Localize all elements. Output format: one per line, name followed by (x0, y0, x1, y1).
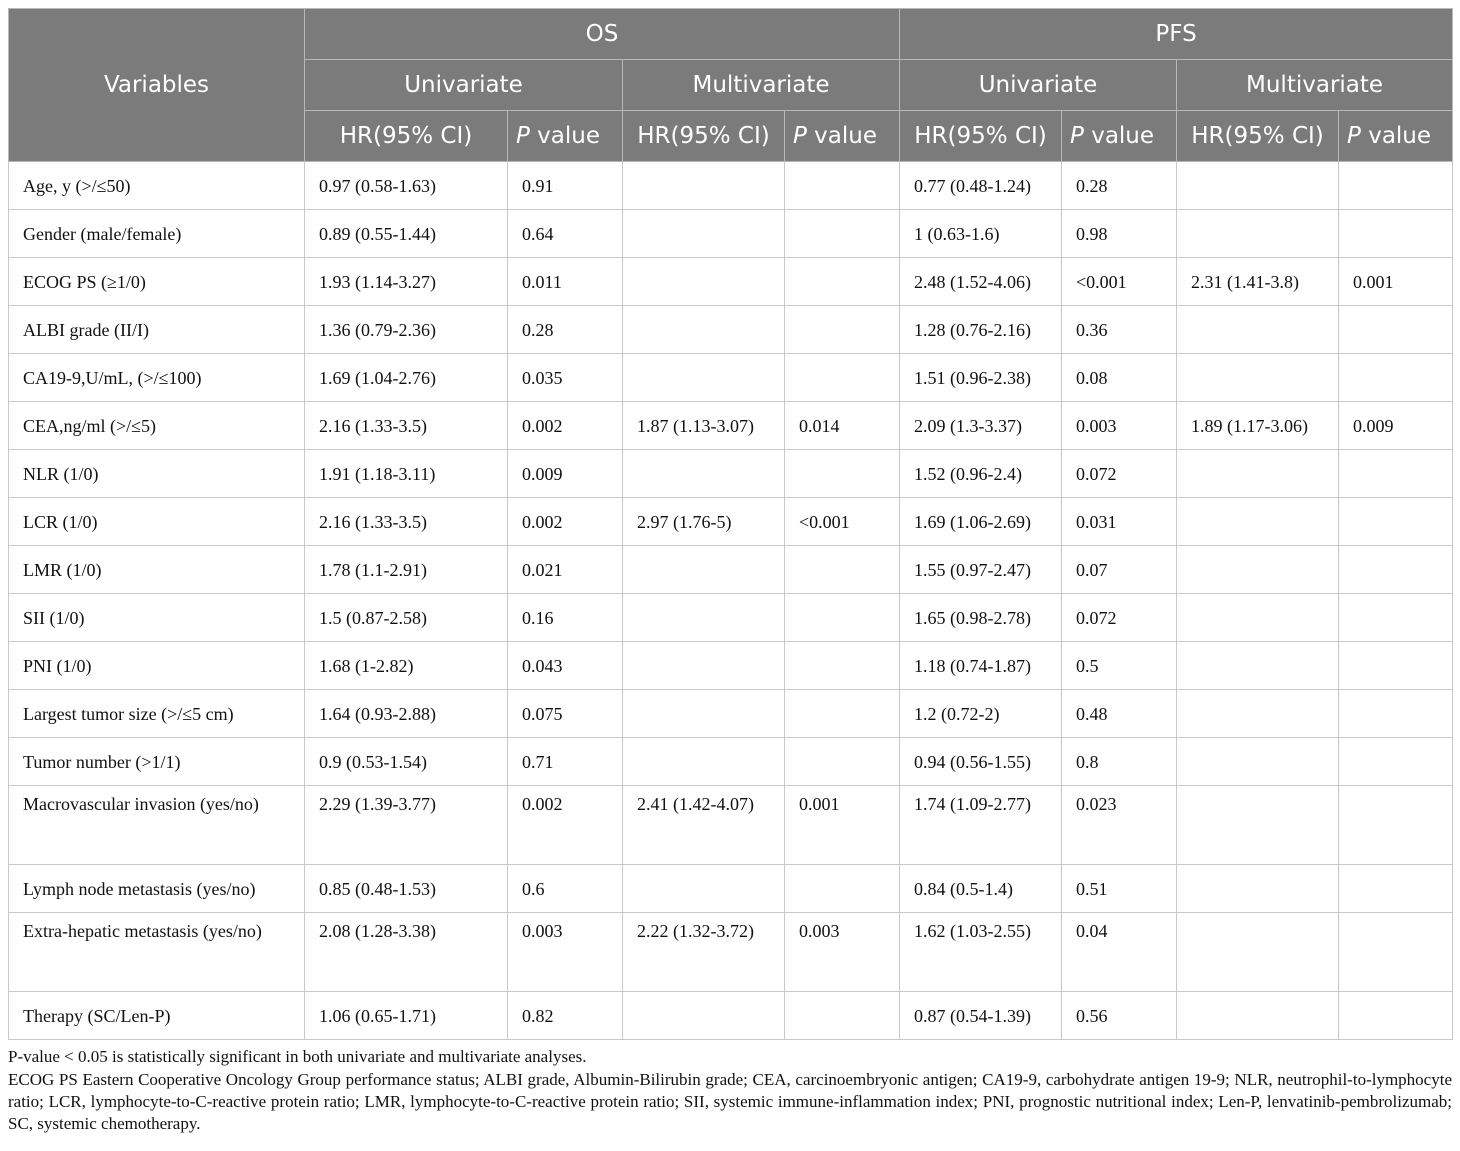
cell-pfs-uni-p: 0.48 (1062, 690, 1177, 738)
cell-pfs-uni-hr: 1.74 (1.09-2.77) (900, 786, 1062, 865)
table-row (9, 992, 1453, 1040)
cell-os-uni-p: 0.28 (508, 306, 623, 354)
cell-pfs-multi-hr (1177, 306, 1339, 354)
cell-os-uni-hr: 1.69 (1.04-2.76) (305, 354, 508, 402)
cell-os-multi-hr (623, 738, 785, 786)
cell-os-uni-hr: 2.16 (1.33-3.5) (305, 498, 508, 546)
cell-variable: ECOG PS (≥1/0) (9, 258, 305, 306)
table-footnotes (8, 1046, 1452, 1135)
cell-variable: LMR (1/0) (9, 546, 305, 594)
cell-pfs-multi-p (1339, 594, 1453, 642)
cell-os-multi-hr (623, 992, 785, 1040)
header-variables: Variables (9, 9, 305, 162)
cell-variable: Therapy (SC/Len-P) (9, 992, 305, 1040)
header-pfs: PFS (900, 9, 1453, 60)
cell-os-uni-p: 0.64 (508, 210, 623, 258)
cell-pfs-multi-hr (1177, 690, 1339, 738)
cell-pfs-multi-hr (1177, 594, 1339, 642)
cell-pfs-uni-hr: 1.55 (0.97-2.47) (900, 546, 1062, 594)
cell-pfs-uni-hr: 0.77 (0.48-1.24) (900, 162, 1062, 210)
cell-os-uni-hr: 2.16 (1.33-3.5) (305, 402, 508, 450)
cell-pfs-uni-hr: 0.94 (0.56-1.55) (900, 738, 1062, 786)
cell-os-uni-hr: 1.36 (0.79-2.36) (305, 306, 508, 354)
table-row (9, 738, 1453, 786)
footnote-abbreviations: ECOG PS Eastern Cooperative Oncology Group performance status; ALBI grade, Albumin-Bilirubin grade; CEA, carcinoembryonic antigen; CA19-9, carbohydrate antigen 19-9; NLR, neutrophil-to-lymphocyte ratio; LCR, lymphocyte-to-C-reactive protein ratio; LMR, lymphocyte-to-C-reactive protein ratio; SII, systemic immune-inflammation index; PNI, prognostic nutritional index; Len-P, lenvatinib-pembrolizumab; SC, systemic chemotherapy. (8, 1070, 1452, 1133)
cell-pfs-multi-hr (1177, 786, 1339, 865)
cell-os-multi-p: 0.014 (785, 402, 900, 450)
cell-pfs-multi-p (1339, 210, 1453, 258)
cell-pfs-multi-p (1339, 690, 1453, 738)
cell-pfs-multi-p (1339, 354, 1453, 402)
cell-os-uni-hr: 0.97 (0.58-1.63) (305, 162, 508, 210)
cell-pfs-uni-hr: 1.65 (0.98-2.78) (900, 594, 1062, 642)
cell-os-multi-p (785, 450, 900, 498)
cell-pfs-multi-hr (1177, 450, 1339, 498)
cell-os-multi-p (785, 690, 900, 738)
header-os-multi-p: P value (785, 111, 900, 162)
cell-os-multi-p: 0.003 (785, 913, 900, 992)
cell-pfs-uni-hr: 1.2 (0.72-2) (900, 690, 1062, 738)
cell-pfs-uni-p: 0.56 (1062, 992, 1177, 1040)
cell-pfs-uni-hr: 0.84 (0.5-1.4) (900, 865, 1062, 913)
table-row (9, 594, 1453, 642)
header-os-univariate: Univariate (305, 60, 623, 111)
cell-variable: Gender (male/female) (9, 210, 305, 258)
table-row (9, 642, 1453, 690)
cell-os-multi-hr (623, 594, 785, 642)
header-pfs-uni-p: P value (1062, 111, 1177, 162)
cell-variable: Extra-hepatic metastasis (yes/no) (9, 913, 305, 992)
cell-pfs-uni-p: <0.001 (1062, 258, 1177, 306)
cell-pfs-uni-hr: 1.62 (1.03-2.55) (900, 913, 1062, 992)
cell-pfs-multi-hr (1177, 738, 1339, 786)
cell-pfs-multi-p (1339, 786, 1453, 865)
cell-pfs-multi-p (1339, 913, 1453, 992)
header-pfs-multi-hr: HR(95% CI) (1177, 111, 1339, 162)
cell-os-multi-hr (623, 546, 785, 594)
table-row (9, 258, 1453, 306)
cell-pfs-multi-p (1339, 450, 1453, 498)
cell-os-uni-p: 0.91 (508, 162, 623, 210)
cell-pfs-multi-p (1339, 498, 1453, 546)
cell-os-multi-hr (623, 690, 785, 738)
cell-os-multi-p (785, 738, 900, 786)
cell-pfs-uni-p: 0.031 (1062, 498, 1177, 546)
cell-os-uni-hr: 1.5 (0.87-2.58) (305, 594, 508, 642)
cell-variable: CA19-9,U/mL, (>/≤100) (9, 354, 305, 402)
header-os: OS (305, 9, 900, 60)
cell-pfs-multi-p (1339, 642, 1453, 690)
table-body (9, 162, 1453, 1040)
results-table-container (8, 8, 1452, 1136)
cell-os-uni-hr: 2.29 (1.39-3.77) (305, 786, 508, 865)
table-row (9, 354, 1453, 402)
cell-pfs-uni-p: 0.51 (1062, 865, 1177, 913)
cell-pfs-uni-hr: 1.52 (0.96-2.4) (900, 450, 1062, 498)
table-row (9, 546, 1453, 594)
table-row (9, 162, 1453, 210)
table-row (9, 450, 1453, 498)
cell-variable: Lymph node metastasis (yes/no) (9, 865, 305, 913)
cell-os-uni-p: 0.003 (508, 913, 623, 992)
cell-os-uni-p: 0.71 (508, 738, 623, 786)
cell-os-uni-hr: 1.64 (0.93-2.88) (305, 690, 508, 738)
cell-os-uni-p: 0.002 (508, 498, 623, 546)
cell-os-multi-hr (623, 642, 785, 690)
cell-pfs-uni-p: 0.08 (1062, 354, 1177, 402)
cell-pfs-uni-hr: 1.51 (0.96-2.38) (900, 354, 1062, 402)
cell-os-multi-p (785, 258, 900, 306)
cell-os-multi-hr (623, 865, 785, 913)
header-os-multi-hr: HR(95% CI) (623, 111, 785, 162)
cell-variable: NLR (1/0) (9, 450, 305, 498)
cell-os-multi-p: <0.001 (785, 498, 900, 546)
cell-variable: Tumor number (>1/1) (9, 738, 305, 786)
cell-os-multi-hr (623, 306, 785, 354)
cell-os-multi-p (785, 210, 900, 258)
cell-variable: Age, y (>/≤50) (9, 162, 305, 210)
cell-pfs-multi-hr: 2.31 (1.41-3.8) (1177, 258, 1339, 306)
table-row (9, 690, 1453, 738)
header-pfs-uni-hr: HR(95% CI) (900, 111, 1062, 162)
cell-pfs-uni-p: 0.003 (1062, 402, 1177, 450)
cell-os-uni-p: 0.011 (508, 258, 623, 306)
cell-os-uni-p: 0.021 (508, 546, 623, 594)
cell-pfs-uni-hr: 2.09 (1.3-3.37) (900, 402, 1062, 450)
cell-variable: Largest tumor size (>/≤5 cm) (9, 690, 305, 738)
cell-pfs-uni-hr: 1.69 (1.06-2.69) (900, 498, 1062, 546)
cell-pfs-multi-hr (1177, 913, 1339, 992)
cell-os-uni-hr: 1.93 (1.14-3.27) (305, 258, 508, 306)
cell-os-uni-p: 0.009 (508, 450, 623, 498)
cell-pfs-multi-hr (1177, 210, 1339, 258)
cell-os-multi-hr: 2.41 (1.42-4.07) (623, 786, 785, 865)
cell-pfs-uni-hr: 1.18 (0.74-1.87) (900, 642, 1062, 690)
cell-os-multi-p (785, 642, 900, 690)
cell-pfs-multi-hr (1177, 546, 1339, 594)
cell-os-multi-p (785, 594, 900, 642)
cell-pfs-multi-p (1339, 865, 1453, 913)
table-row (9, 865, 1453, 913)
cox-regression-table (8, 8, 1453, 1040)
cell-pfs-uni-p: 0.072 (1062, 450, 1177, 498)
table-row (9, 786, 1453, 865)
cell-os-multi-p (785, 354, 900, 402)
cell-os-multi-p (785, 306, 900, 354)
cell-os-uni-hr: 1.78 (1.1-2.91) (305, 546, 508, 594)
cell-os-multi-hr: 2.97 (1.76-5) (623, 498, 785, 546)
header-pfs-multivariate: Multivariate (1177, 60, 1453, 111)
cell-pfs-multi-p: 0.009 (1339, 402, 1453, 450)
cell-pfs-multi-p: 0.001 (1339, 258, 1453, 306)
cell-os-uni-p: 0.035 (508, 354, 623, 402)
cell-pfs-multi-p (1339, 306, 1453, 354)
cell-pfs-multi-p (1339, 992, 1453, 1040)
cell-os-multi-hr (623, 162, 785, 210)
cell-variable: LCR (1/0) (9, 498, 305, 546)
cell-os-uni-hr: 1.06 (0.65-1.71) (305, 992, 508, 1040)
cell-pfs-multi-hr: 1.89 (1.17-3.06) (1177, 402, 1339, 450)
table-header (9, 9, 1453, 162)
cell-os-multi-p (785, 162, 900, 210)
cell-pfs-uni-p: 0.023 (1062, 786, 1177, 865)
cell-os-multi-hr (623, 210, 785, 258)
cell-os-multi-hr (623, 450, 785, 498)
cell-os-uni-p: 0.075 (508, 690, 623, 738)
cell-pfs-uni-p: 0.28 (1062, 162, 1177, 210)
cell-os-uni-p: 0.6 (508, 865, 623, 913)
cell-os-multi-p: 0.001 (785, 786, 900, 865)
cell-os-uni-hr: 1.91 (1.18-3.11) (305, 450, 508, 498)
cell-os-uni-hr: 0.9 (0.53-1.54) (305, 738, 508, 786)
cell-pfs-uni-p: 0.98 (1062, 210, 1177, 258)
header-pfs-multi-p: P value (1339, 111, 1453, 162)
cell-pfs-uni-hr: 1 (0.63-1.6) (900, 210, 1062, 258)
cell-pfs-uni-p: 0.04 (1062, 913, 1177, 992)
footnote-significance: P-value < 0.05 is statistically significant in both univariate and multivariate analyses. (8, 1047, 587, 1066)
cell-pfs-uni-hr: 2.48 (1.52-4.06) (900, 258, 1062, 306)
cell-os-uni-hr: 0.89 (0.55-1.44) (305, 210, 508, 258)
cell-variable: SII (1/0) (9, 594, 305, 642)
cell-os-uni-p: 0.16 (508, 594, 623, 642)
cell-os-multi-p (785, 546, 900, 594)
cell-pfs-uni-hr: 1.28 (0.76-2.16) (900, 306, 1062, 354)
cell-pfs-multi-hr (1177, 865, 1339, 913)
cell-os-multi-p (785, 865, 900, 913)
cell-pfs-multi-p (1339, 162, 1453, 210)
cell-pfs-multi-hr (1177, 498, 1339, 546)
cell-pfs-multi-p (1339, 546, 1453, 594)
cell-pfs-multi-hr (1177, 354, 1339, 402)
cell-os-uni-hr: 1.68 (1-2.82) (305, 642, 508, 690)
table-row (9, 498, 1453, 546)
header-os-uni-p: P value (508, 111, 623, 162)
cell-os-multi-hr (623, 354, 785, 402)
cell-pfs-uni-p: 0.07 (1062, 546, 1177, 594)
cell-os-uni-hr: 0.85 (0.48-1.53) (305, 865, 508, 913)
cell-os-multi-hr: 1.87 (1.13-3.07) (623, 402, 785, 450)
cell-os-multi-p (785, 992, 900, 1040)
header-pfs-univariate: Univariate (900, 60, 1177, 111)
header-os-uni-hr: HR(95% CI) (305, 111, 508, 162)
table-row (9, 306, 1453, 354)
cell-os-uni-p: 0.002 (508, 402, 623, 450)
cell-pfs-uni-p: 0.8 (1062, 738, 1177, 786)
cell-variable: CEA,ng/ml (>/≤5) (9, 402, 305, 450)
cell-variable: ALBI grade (II/I) (9, 306, 305, 354)
cell-variable: PNI (1/0) (9, 642, 305, 690)
cell-pfs-multi-hr (1177, 642, 1339, 690)
cell-os-uni-hr: 2.08 (1.28-3.38) (305, 913, 508, 992)
cell-pfs-multi-p (1339, 738, 1453, 786)
cell-pfs-uni-p: 0.36 (1062, 306, 1177, 354)
header-os-multivariate: Multivariate (623, 60, 900, 111)
table-row (9, 210, 1453, 258)
cell-os-multi-hr (623, 258, 785, 306)
cell-os-uni-p: 0.82 (508, 992, 623, 1040)
table-row (9, 913, 1453, 992)
cell-pfs-uni-hr: 0.87 (0.54-1.39) (900, 992, 1062, 1040)
cell-pfs-uni-p: 0.072 (1062, 594, 1177, 642)
cell-os-uni-p: 0.043 (508, 642, 623, 690)
cell-pfs-multi-hr (1177, 162, 1339, 210)
cell-pfs-uni-p: 0.5 (1062, 642, 1177, 690)
table-row (9, 402, 1453, 450)
cell-os-uni-p: 0.002 (508, 786, 623, 865)
cell-pfs-multi-hr (1177, 992, 1339, 1040)
cell-variable: Macrovascular invasion (yes/no) (9, 786, 305, 865)
cell-os-multi-hr: 2.22 (1.32-3.72) (623, 913, 785, 992)
